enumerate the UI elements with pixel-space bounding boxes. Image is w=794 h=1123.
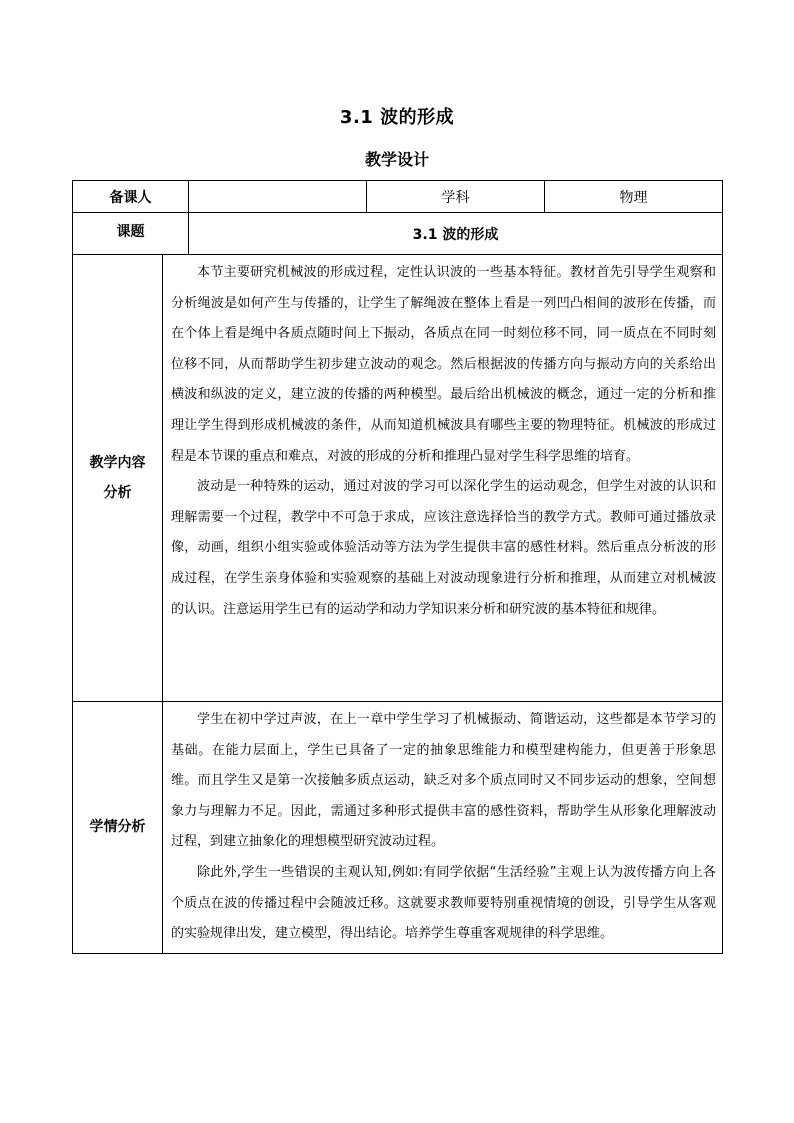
content-analysis-label [73, 255, 163, 702]
subject-label: 学科 [367, 181, 545, 213]
table-row-content-analysis [73, 255, 723, 702]
student-analysis-label: 学情分析 [73, 702, 163, 954]
student-analysis-body [163, 702, 723, 954]
document-title: 3.1 波的形成 [339, 107, 455, 128]
subject-value: 物理 [545, 181, 723, 213]
content-analysis-label-line2: 分析 [103, 485, 132, 501]
topic-label: 课题 [73, 213, 189, 255]
student-analysis-paragraph: 学生在初中学过声波，在上一章中学生学习了机械振动、简谐运动，这些都是本节学习的基础。在能力层面上，学生已具备了一定的抽象思维能力和模型建构能力，但更善于形象思维。而且学生又是第一次接触多质点运动，缺乏对多个质点同时又不同步运动的想象，空间想象力与理解力不足。因此，需通过多种形式提供丰富的感性资料，帮助学生从形象化理解波动过程，到建立抽象化的理想模型研究波动过程。 [171, 712, 716, 850]
student-analysis-paragraph: 除此外,学生一些错误的主观认知,例如:有同学依据“生活经验”主观上认为波传播方向上各个质点在波的传播过程中会随波迁移。这就要求教师要特别重视情境的创设，引导学生从客观的实验规律出发，建立模型，得出结论。培养学生尊重客观规律的科学思维。 [171, 864, 716, 942]
lesson-plan-table [72, 180, 723, 954]
preparer-label: 备课人 [73, 181, 189, 213]
content-analysis-paragraph: 本节主要研究机械波的形成过程，定性认识波的一些基本特征。教材首先引导学生观察和分析绳波是如何产生与传播的，让学生了解绳波在整体上看是一列凹凸相间的波形在传播，而在个体上看是绳中各质点随时间上下振动，各质点在同一时刻位移不同，同一质点在不同时刻位移不同，从而帮助学生初步建立波动的观念。然后根据波的传播方向与振动方向的关系给出横波和纵波的定义，建立波的传播的两种模型。最后给出机械波的概念，通过一定的分析和推理让学生得到形成机械波的条件，从而知道机械波具有哪些主要的物理特征。机械波的形成过程是本节课的重点和难点，对波的形成的分析和推理凸显对学生科学思维的培育。 [171, 265, 716, 464]
preparer-value [189, 181, 367, 213]
content-analysis-paragraph: 波动是一种特殊的运动，通过对波的学习可以深化学生的运动观念，但学生对波的认识和理解需要一个过程，教学中不可急于求成，应该注意选择恰当的教学方式。教师可通过播放录像，动画，组织小组实验或体验活动等方法为学生提供丰富的感性材料。然后重点分析波的形成过程，在学生亲身体验和实验观察的基础上对波动现象进行分析和推理，从而建立对机械波的认识。注意运用学生已有的运动学和动力学知识来分析和研究波的基本特征和规律。 [171, 479, 716, 617]
table-row-student-analysis [73, 702, 723, 954]
content-analysis-label-line1: 教学内容 [89, 455, 146, 471]
table-row-preparer [73, 181, 723, 213]
document-subtitle: 教学设计 [364, 150, 429, 169]
topic-value: 3.1 波的形成 [189, 213, 723, 255]
content-analysis-body [163, 255, 723, 702]
table-row-topic [73, 213, 723, 255]
